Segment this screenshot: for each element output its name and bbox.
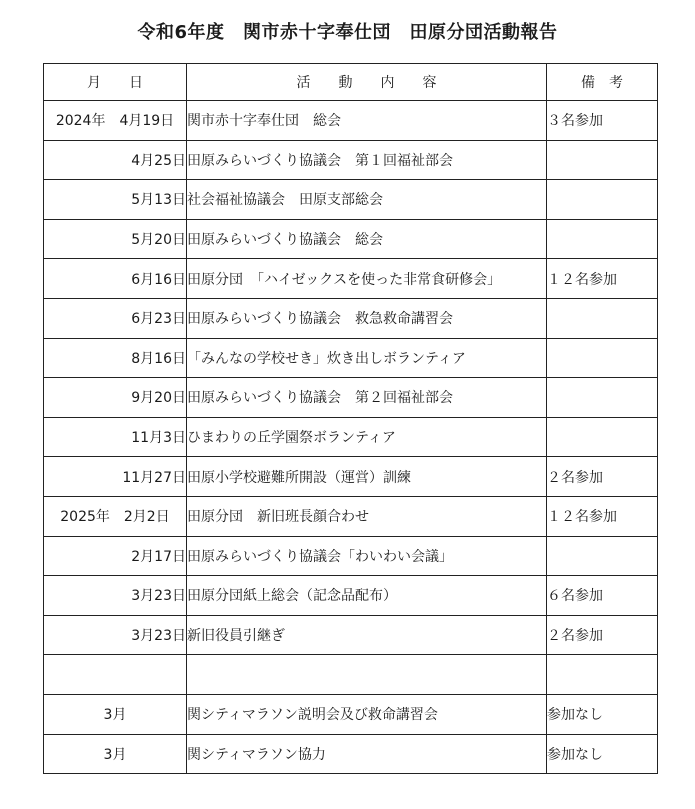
row-date: 2024年 4月19日 — [44, 101, 187, 141]
row-activity: 田原みらいづくり協議会 第１回福祉部会 — [187, 140, 547, 180]
row-date: 4月25日 — [44, 140, 187, 180]
table-row-empty — [44, 655, 658, 695]
table-row — [44, 694, 658, 734]
row-note: 参加なし — [547, 694, 658, 734]
row-activity: 田原小学校避難所開設（運営）訓練 — [187, 457, 547, 497]
row-date: 9月20日 — [44, 378, 187, 418]
row-note: ６名参加 — [547, 576, 658, 616]
activity-report-table — [43, 63, 658, 774]
row-note: １２名参加 — [547, 259, 658, 299]
table-row — [44, 378, 658, 418]
table-row — [44, 140, 658, 180]
row-note — [547, 536, 658, 576]
row-date: 3月23日 — [44, 615, 187, 655]
row-note — [547, 378, 658, 418]
row-note — [547, 180, 658, 220]
row-date: 6月23日 — [44, 298, 187, 338]
row-activity: 田原分団 「ハイゼックスを使った非常食研修会」 — [187, 259, 547, 299]
row-activity — [187, 655, 547, 695]
table-row — [44, 734, 658, 774]
row-date: 5月20日 — [44, 219, 187, 259]
table-row — [44, 457, 658, 497]
row-activity: 田原分団 新旧班長顔合わせ — [187, 496, 547, 536]
header-activity: 活 動 内 容 — [187, 64, 547, 101]
row-date: 2月17日 — [44, 536, 187, 576]
table-row — [44, 496, 658, 536]
row-activity: 田原みらいづくり協議会 総会 — [187, 219, 547, 259]
row-activity: 社会福祉協議会 田原支部総会 — [187, 180, 547, 220]
document-title: 令和6年度 関市赤十字奉仕団 田原分団活動報告 — [137, 22, 558, 43]
header-date: 月 日 — [44, 64, 187, 101]
row-note: ３名参加 — [547, 101, 658, 141]
table-header-row — [44, 64, 658, 101]
row-note — [547, 655, 658, 695]
table-row — [44, 101, 658, 141]
table-row — [44, 180, 658, 220]
table-row — [44, 219, 658, 259]
row-activity: 田原みらいづくり協議会 第２回福祉部会 — [187, 378, 547, 418]
row-note — [547, 219, 658, 259]
row-date: 8月16日 — [44, 338, 187, 378]
row-activity: 関シティマラソン説明会及び救命講習会 — [187, 694, 547, 734]
row-note: 参加なし — [547, 734, 658, 774]
table-row — [44, 615, 658, 655]
row-date: 3月 — [44, 734, 187, 774]
row-date: 5月13日 — [44, 180, 187, 220]
row-activity: 田原みらいづくり協議会「わいわい会議」 — [187, 536, 547, 576]
table-row — [44, 536, 658, 576]
table-row — [44, 298, 658, 338]
table-row — [44, 417, 658, 457]
row-note — [547, 417, 658, 457]
header-note: 備 考 — [547, 64, 658, 101]
row-date — [44, 655, 187, 695]
row-date: 11月27日 — [44, 457, 187, 497]
row-date: 3月23日 — [44, 576, 187, 616]
table-row — [44, 338, 658, 378]
row-note — [547, 338, 658, 378]
row-note: ２名参加 — [547, 457, 658, 497]
row-activity: 関シティマラソン協力 — [187, 734, 547, 774]
row-activity: 田原みらいづくり協議会 救急救命講習会 — [187, 298, 547, 338]
row-activity: ひまわりの丘学園祭ボランティア — [187, 417, 547, 457]
row-note: ２名参加 — [547, 615, 658, 655]
row-date: 3月 — [44, 694, 187, 734]
row-note: １２名参加 — [547, 496, 658, 536]
table-row — [44, 259, 658, 299]
row-date: 11月3日 — [44, 417, 187, 457]
row-note — [547, 298, 658, 338]
row-date: 2025年 2月2日 — [44, 496, 187, 536]
row-note — [547, 140, 658, 180]
row-activity: 関市赤十字奉仕団 総会 — [187, 101, 547, 141]
row-activity: 「みんなの学校せき」炊き出しボランティア — [187, 338, 547, 378]
row-activity: 田原分団紙上総会（記念品配布） — [187, 576, 547, 616]
table-row — [44, 576, 658, 616]
row-activity: 新旧役員引継ぎ — [187, 615, 547, 655]
row-date: 6月16日 — [44, 259, 187, 299]
